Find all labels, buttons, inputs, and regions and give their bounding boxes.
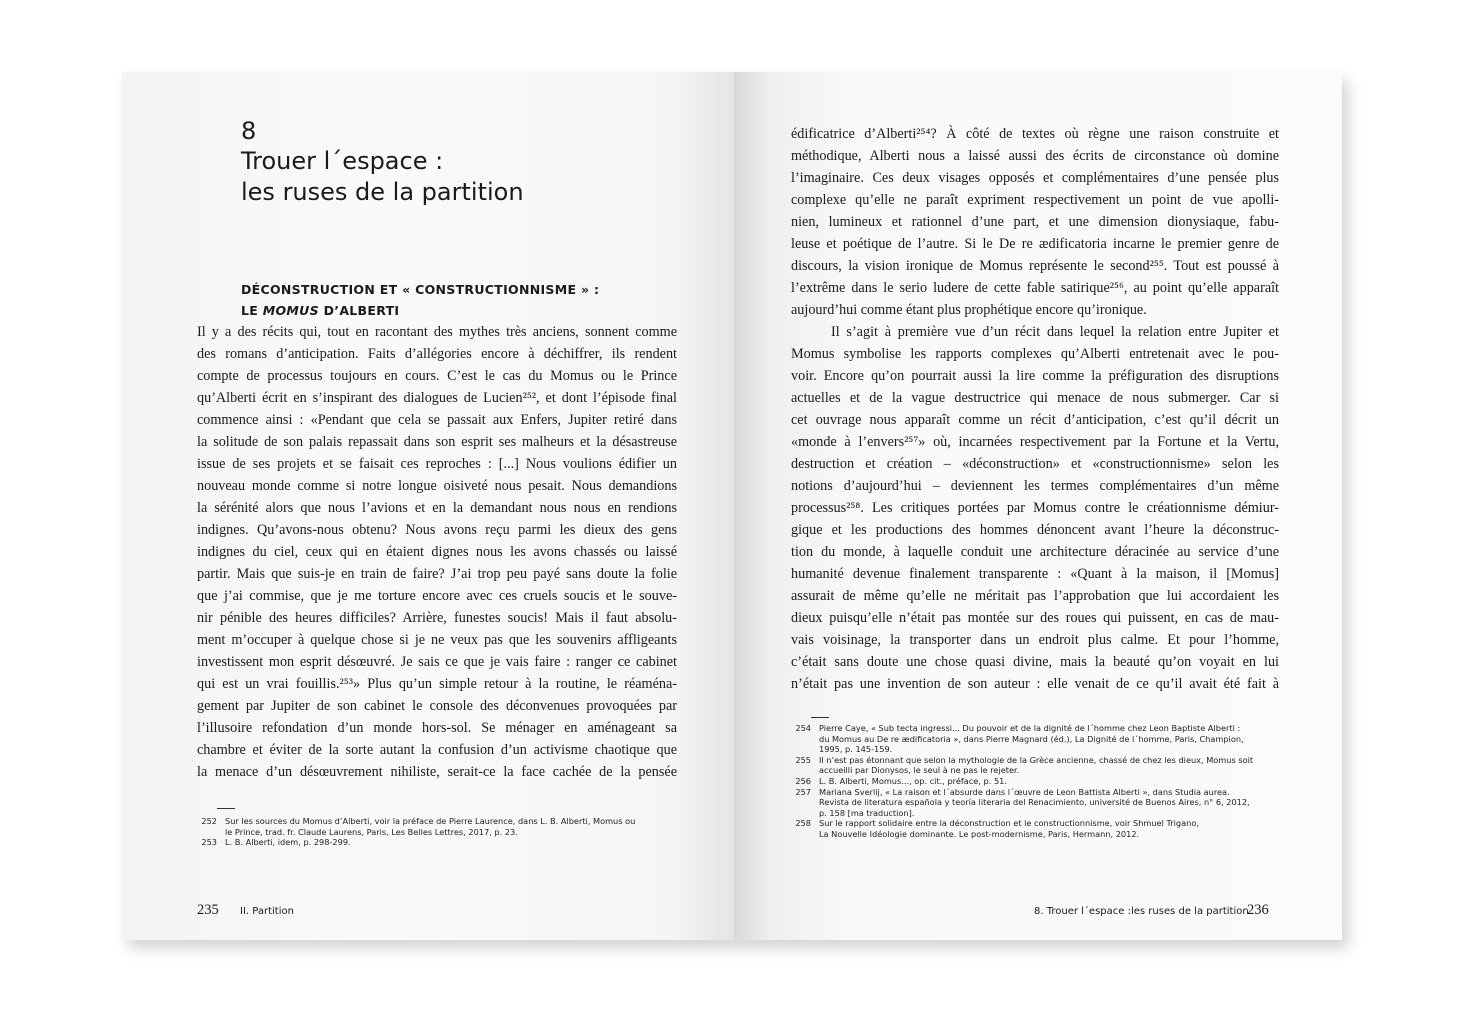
running-head: 8. Trouer l´espace :les ruses de la partition: [1034, 906, 1249, 917]
body-line: commence ainsi : «Pendant que cela se passait aux Enfers, Jupiter retiré dans: [197, 412, 677, 428]
body-line: discours, la vision ironique de Momus représente le second²⁵⁵. Tout est poussé à: [791, 258, 1279, 274]
section-heading: [241, 279, 599, 321]
body-line: chambre et éviter de la sorte autant la confusion d’un activisme chaotique que: [197, 742, 677, 758]
body-line: indignes. Qu’avons-nous obtenu? Nous avons reçu parmi les dieux des gens: [197, 522, 677, 538]
chapter-title-line: les ruses de la partition: [241, 178, 524, 206]
right-body-text: [791, 123, 1279, 695]
body-line: Il y a des récits qui, tout en racontant des mythes très anciens, sonnent comme: [197, 324, 677, 340]
body-line: l’imaginaire. Ces deux visages opposés et complémentaires d’une pensée plus: [791, 170, 1279, 186]
section-heading-italic: MOMUS: [262, 303, 319, 318]
section-heading-suffix: D’ALBERTI: [318, 303, 400, 318]
body-line: gique et les productions des hommes dénoncent avant l’heure la déconstruc-: [791, 522, 1279, 538]
body-line: nouveau monde comme si notre longue oisiveté nous pesait. Nous demandions: [197, 478, 677, 494]
footnote-number: 256: [795, 775, 811, 786]
page-number: 235: [197, 902, 219, 918]
footnote-number: 258: [795, 818, 811, 829]
body-line: ment m’occuper à quelque chose si je ne veux pas que les souvenirs affligeants: [197, 632, 677, 648]
footnote: [779, 776, 1253, 787]
body-line: qu’Alberti écrit en s’inspirant des dialogues de Lucien²⁵², et dont l’épisode final: [197, 390, 677, 406]
body-line: édificatrice d’Alberti²⁵⁴? À côté de textes où règne une raison construite et: [791, 126, 1279, 142]
body-line: partir. Mais que suis-je en train de faire? J’ai trop peu payé sans doute la folie: [197, 566, 677, 582]
footnote: [779, 818, 1253, 839]
body-line: la menace d’un désœuvrement nihiliste, serait-ce la face cachée de la pensée: [197, 764, 677, 780]
body-line: la sérénité alors que nous l’avions et en la demandant nous nous en rendions: [197, 500, 677, 516]
body-line: cet ouvrage nous apparaît comme un récit d’anticipation, c’est qu’il décrit un: [791, 412, 1279, 428]
body-line: destruction et création – «déconstruction» et «constructionnisme» selon les: [791, 456, 1279, 472]
body-line: gement par Jupiter de son cabinet le console des déconvenues provoquées par: [197, 698, 677, 714]
body-line: complexe qu’elle ne paraît expriment respectivement un point de vue apolli-: [791, 192, 1279, 208]
body-line: nien, lumineux et rationnel d’une part, et une dimension dionysiaque, fabu-: [791, 214, 1279, 230]
body-line: issue de ses projets et se faisait ces reproches : [...] Nous voulions édifier un: [197, 456, 677, 472]
footnote-line: Il n’est pas étonnant que selon la mythologie de la Grèce ancienne, chassé de chez les dieux, Momus soit: [819, 754, 1254, 765]
body-line: que j’ai commise, que je me torture encore avec ces cruels soucis et le souve-: [197, 588, 677, 604]
body-line: dieux puisqu’elle n’était pas montée sur des roues qui puissent, en cas de mau-: [791, 610, 1279, 626]
body-line: nir pénible des heures difficiles? Arrière, funestes soucis! Mais il faut absolu-: [197, 610, 677, 626]
footnote-number: 257: [795, 786, 811, 797]
section-heading-line: [241, 300, 599, 321]
body-line: des romans d’anticipation. Faits d’allégories encore à déchiffrer, ils rendent: [197, 346, 677, 362]
body-line: leuse et poétique de l’autre. Si le De re ædificatoria incarne le premier genre de: [791, 236, 1279, 252]
footnote-line: Revista de literatura española y teoría literaria del Renacimiento, université de Buenos Aires, n° 6, 2012,: [819, 797, 1250, 808]
right-footnotes: [779, 723, 1253, 840]
body-line: assurait de même qu’elle ne méritait pas l’approbation que lui accordaient les: [791, 588, 1279, 604]
body-line: notions d’aujourd’hui – deviennent les termes complémentaires d’un même: [791, 478, 1279, 494]
body-line: l’extrême dans le serio ludere de cette fable satirique²⁵⁶, au point qu’elle apparaît: [791, 280, 1279, 296]
footnote-line: 1995, p. 145-159.: [819, 744, 893, 755]
footnote-line: Sur le rapport solidaire entre la déconstruction et le constructionnisme, voir Shmuel Trigano,: [819, 818, 1199, 829]
page-number: 236: [1247, 902, 1269, 918]
footnote-number: 255: [795, 754, 811, 765]
footnote-line: du Momus au De re ædificatoria », dans Pierre Magnard (éd.), La Dignité de l´homme, Paris, Champion,: [819, 733, 1244, 744]
footnote-line: accueilli par Dionysos, le seul à ne pas le rejeter.: [819, 765, 1020, 776]
footnote-line: L. B. Alberti, Momus..., op. cit., préface, p. 51.: [819, 775, 1007, 786]
body-line: qui est un vrai fouillis.²⁵³» Plus qu’un simple retour à la routine, le réaména-: [197, 676, 677, 692]
footnote-line: La Nouvelle Idéologie dominante. Le post-modernisme, Paris, Hermann, 2012.: [819, 828, 1140, 839]
left-body-text: [197, 321, 677, 783]
body-line: «monde à l’envers²⁵⁷» où, incarnées respectivement par la Fortune et la Vertu,: [791, 434, 1279, 450]
body-line: aujourd’hui comme étant plus prophétique encore qu’ironique.: [791, 302, 1147, 318]
body-line: vais voisinage, la transporter dans un endroit plus calme. Et pour l’homme,: [791, 632, 1279, 648]
footnote-number: 254: [795, 723, 811, 733]
book-spread: [122, 72, 1342, 940]
body-line: n’était pas une invention de son auteur : elle venait de ce qu’il avait été fait à: [791, 676, 1279, 692]
footnote-line: Sur les sources du Momus d’Alberti, voir la préface de Pierre Laurence, dans L. B. Alberti, Momus ou: [225, 816, 636, 826]
footnote-number: 252: [201, 816, 217, 826]
body-line: indignes du ciel, ceux qui en étaient dignes nous les avons chassés ou laissé: [197, 544, 677, 560]
body-line: processus²⁵⁸. Les critiques portées par Momus contre le créationnisme démiur-: [791, 500, 1279, 516]
body-line: investissent mon esprit désœuvré. Je sais ce que je vais faire : ranger ce cabinet: [197, 654, 677, 670]
footnote: [779, 787, 1253, 819]
running-head: II. Partition: [240, 906, 294, 917]
body-line: l’illusoire refondation d’un monde hors-sol. Se ménager en aménageant sa: [197, 720, 677, 736]
body-line: c’était sans doute une chose quasi divine, mais la beauté qu’on voyait en lui: [791, 654, 1279, 670]
footnote-number: 253: [201, 837, 217, 848]
chapter-title: [241, 146, 524, 208]
footnote-line: Pierre Caye, « Sub tecta ingressi... Du pouvoir et de la dignité de l´homme chez Leon Baptiste Alberti :: [819, 723, 1241, 733]
body-line: tion du monde, à laquelle conduit une architecture déracinée au service d’une: [791, 544, 1279, 560]
footnote: [185, 837, 635, 848]
footnote-line: p. 158 [ma traduction].: [819, 807, 915, 818]
chapter-title-line: Trouer l´espace :: [241, 147, 444, 175]
left-page: [122, 72, 734, 940]
body-line: méthodique, Alberti nous a laissé aussi des écrits de circonstance où domine: [791, 148, 1279, 164]
body-line: humanité devenue finalement transparente : «Quant à la maison, il [Momus]: [791, 566, 1279, 582]
body-line: la solitude de son palais repassait dans son esprit ses malheurs et la désastreuse: [197, 434, 677, 450]
section-heading-prefix: LE: [241, 303, 263, 318]
chapter-number: 8: [241, 117, 257, 145]
section-heading-line: DÉCONSTRUCTION ET « CONSTRUCTIONNISME » :: [241, 282, 600, 297]
footnote-line: L. B. Alberti, idem, p. 298-299.: [225, 837, 351, 848]
footnote: [779, 755, 1253, 776]
body-line: Momus symbolise les rapports complexes qu’Alberti entretenait avec le pou-: [791, 346, 1279, 362]
footnote: [779, 723, 1253, 755]
footnote-rule: [217, 808, 235, 809]
body-line: compte de processus toujours en cours. C’est le cas du Momus ou le Prince: [197, 368, 677, 384]
body-line: Il s’agit à première vue d’un récit dans lequel la relation entre Jupiter et: [831, 324, 1279, 340]
footnote: [185, 816, 635, 837]
right-page: [734, 72, 1342, 940]
footnote-line: Mariana Sverlij, « La raison et l´absurde dans l´œuvre de Leon Battista Alberti », dans Studia aurea.: [819, 786, 1230, 797]
footnote-rule: [811, 717, 829, 718]
footnote-line: le Prince, trad. fr. Claude Laurens, Paris, Les Belles Lettres, 2017, p. 23.: [225, 826, 518, 837]
left-footnotes: [185, 816, 635, 848]
body-line: actuelles et de la vague destructrice qui menace de nous submerger. Car si: [791, 390, 1279, 406]
body-line: voir. Encore qu’on pourrait aussi la lire comme la préfiguration des disruptions: [791, 368, 1279, 384]
